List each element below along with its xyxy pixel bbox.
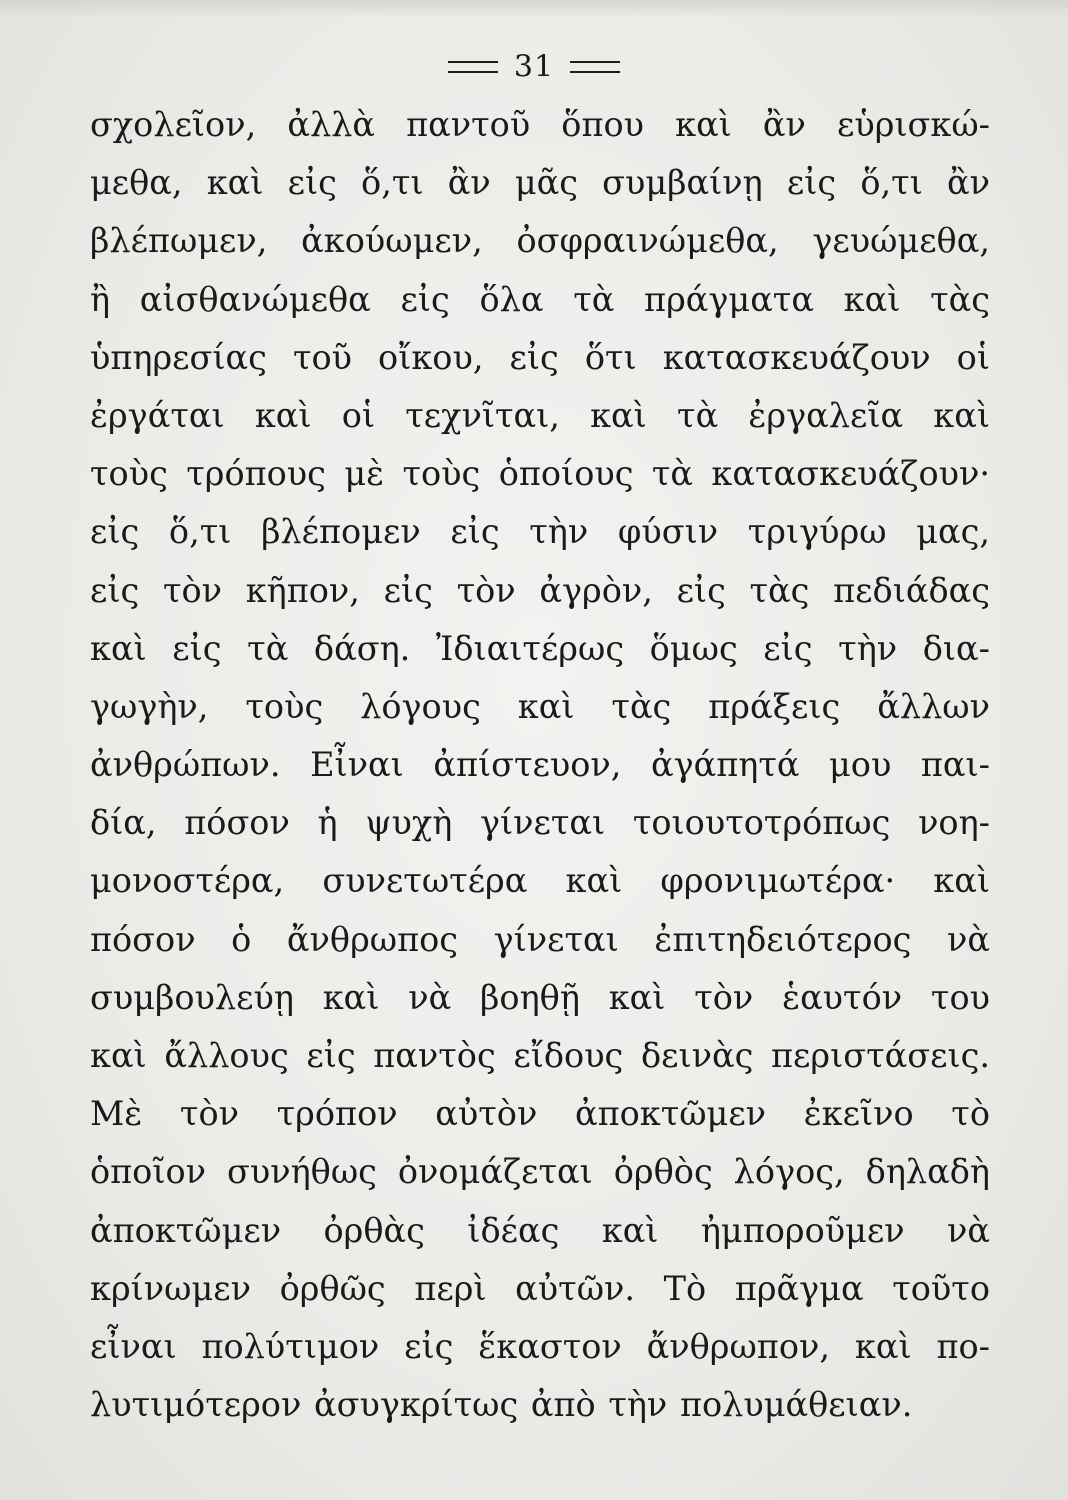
text-line-last: λυτιμότερον ἀσυγκρίτως ἀπὸ τὴν πολυμάθειαν.	[90, 1385, 913, 1425]
text-line: ἐργάται καὶ οἱ τεχνῖται, καὶ τὰ ἐργαλεῖα καὶ	[90, 395, 990, 435]
header-rule-right	[570, 61, 620, 73]
text-line: εἰς τὸν κῆπον, εἰς τὸν ἀγρὸν, εἰς τὰς πεδιάδας	[90, 570, 990, 610]
text-line: ὑπηρεσίας τοῦ οἴκου, εἰς ὅτι κατασκευάζουν οἱ	[90, 337, 990, 377]
text-line: ὁποῖον συνήθως ὀνομάζεται ὀρθὸς λόγος, δηλαδὴ	[90, 1152, 990, 1192]
text-line: μεθα, καὶ εἰς ὅ,τι ἂν μᾶς συμβαίνῃ εἰς ὅ,τι ἂν	[90, 163, 990, 203]
page-header	[0, 48, 1068, 85]
header-rule-left	[448, 61, 498, 73]
text-line: κρίνωμεν ὀρθῶς περὶ αὐτῶν. Τὸ πρᾶγμα τοῦτο	[90, 1268, 990, 1308]
text-line: συμβουλεύῃ καὶ νὰ βοηθῇ καὶ τὸν ἑαυτόν του	[90, 977, 990, 1017]
text-line: εἶναι πολύτιμον εἰς ἕκαστον ἄνθρωπον, καὶ πο-	[90, 1326, 990, 1366]
text-line: σχολεῖον, ἀλλὰ παντοῦ ὅπου καὶ ἂν εὑρισκώ-	[90, 105, 990, 144]
page-number: 31	[513, 49, 555, 85]
page-edge-shadow	[0, 0, 1068, 18]
body-text	[90, 96, 990, 1434]
text-line: ἀποκτῶμεν ὀρθὰς ἰδέας καὶ ἠμποροῦμεν νὰ	[90, 1210, 990, 1250]
text-line: εἰς ὅ,τι βλέπομεν εἰς τὴν φύσιν τριγύρω μας,	[90, 512, 990, 552]
text-line: καὶ ἄλλους εἰς παντὸς εἴδους δεινὰς περιστάσεις.	[90, 1036, 990, 1075]
text-line: μονοστέρα, συνετωτέρα καὶ φρονιμωτέρα· καὶ	[90, 861, 990, 901]
text-line: ἀνθρώπων. Εἶναι ἀπίστευον, ἀγάπητά μου παι-	[90, 745, 990, 785]
text-line: ἢ αἰσθανώμεθα εἰς ὅλα τὰ πράγματα καὶ τὰς	[90, 279, 990, 319]
text-line: πόσον ὁ ἄνθρωπος γίνεται ἐπιτηδειότερος νὰ	[90, 919, 990, 959]
text-line: καὶ εἰς τὰ δάση. Ἰδιαιτέρως ὅμως εἰς τὴν δια-	[90, 628, 990, 668]
text-line: Μὲ τὸν τρόπον αὐτὸν ἀποκτῶμεν ἐκεῖνο τὸ	[90, 1094, 990, 1134]
text-line: βλέπωμεν, ἀκούωμεν, ὀσφραινώμεθα, γευώμεθα,	[90, 221, 990, 261]
text-line: τοὺς τρόπους μὲ τοὺς ὁποίους τὰ κατασκευάζουν·	[90, 454, 990, 494]
text-line: δία, πόσον ἡ ψυχὴ γίνεται τοιουτοτρόπως νοη-	[90, 803, 990, 843]
text-line: γωγὴν, τοὺς λόγους καὶ τὰς πράξεις ἄλλων	[90, 686, 990, 726]
